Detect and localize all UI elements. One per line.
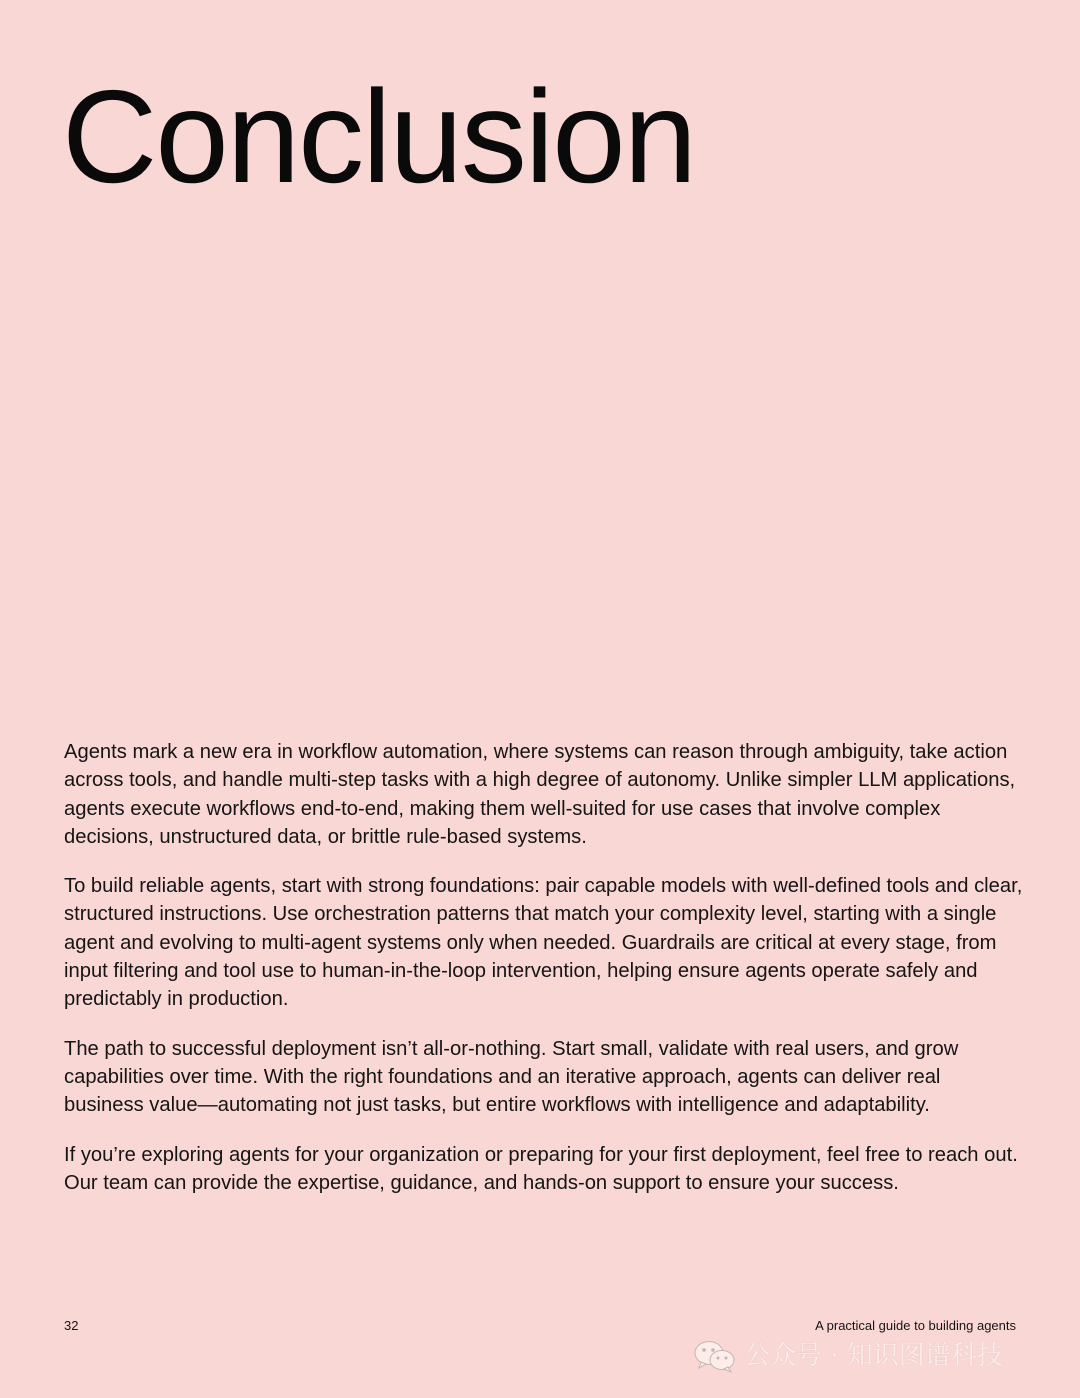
paragraph-foundations: To build reliable agents, start with strong foundations: pair capable models with well-defined tools and clear, structured instructions. Use orchestration patterns that match your complexity level, starting with a single agent and evolving to multi-agent systems only when needed. Guardrails are critical at every stage, from input filtering and tool use to human-in-the-loop intervention, helping ensure agents operate safely and predictably in production. — [64, 875, 1023, 1011]
page-title: Conclusion — [62, 63, 696, 210]
footer-guide-title: A practical guide to building agents — [815, 1318, 1016, 1333]
paragraph-deployment: The path to successful deployment isn’t all-or-nothing. Start small, validate with real users, and grow capabilities over time. With the right foundations and an iterative approach, agents can deliver real business value—automating not just tasks, but entire workflows with intelligence and adaptability. — [64, 1037, 959, 1117]
conclusion-body — [64, 738, 1024, 1218]
paragraph-contact: If you’re exploring agents for your organization or preparing for your first deployment, feel free to reach out. Our team can provide the expertise, guidance, and hands-on support to ensure your success. — [64, 1143, 1018, 1194]
page-number: 32 — [64, 1318, 79, 1333]
watermark-text: 公众号 · 知识图谱科技 — [744, 1341, 1003, 1371]
paragraph-intro: Agents mark a new era in workflow automation, where systems can reason through ambiguity, take action across tools, and handle multi-step tasks with a high degree of autonomy. Unlike simpler LLM applications, agents execute workflows end-to-end, making them well-suited for use cases that involve complex decisions, unstructured data, or brittle rule-based systems. — [64, 741, 1016, 848]
wechat-icon — [694, 1339, 736, 1373]
watermark — [694, 1336, 1003, 1376]
